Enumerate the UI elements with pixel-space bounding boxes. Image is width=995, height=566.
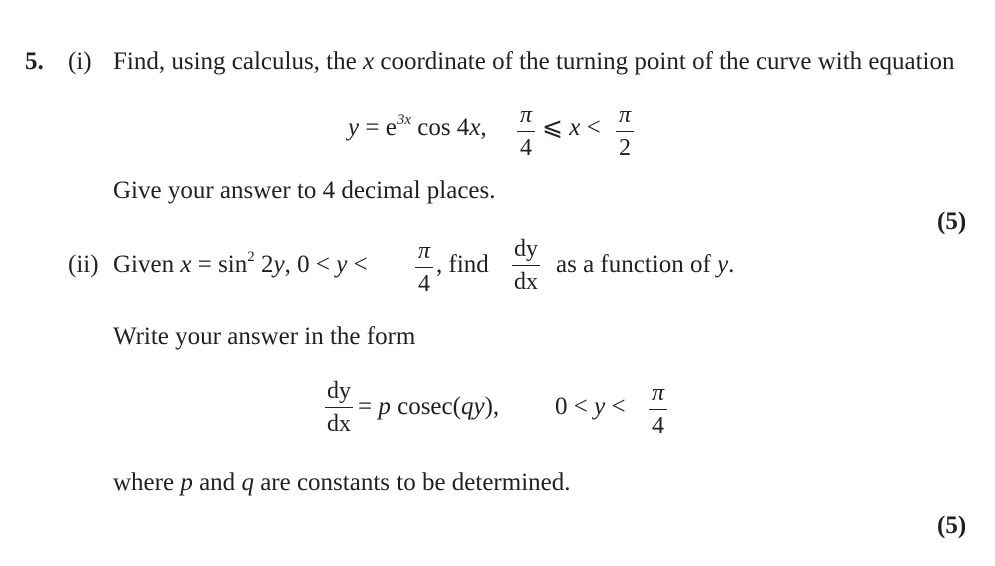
part-i-instruction: Give your answer to 4 decimal places.	[113, 177, 496, 204]
form-range: 0 < y <	[555, 393, 626, 420]
fraction-pi-over-4-ii: π 4	[415, 238, 433, 297]
fraction-pi-over-4: π 4	[517, 102, 535, 161]
part-ii-given: Given $x = \sin^2 2y$, 0 < y <	[113, 249, 368, 278]
fraction-pi-over-4-form: π 4	[649, 380, 667, 439]
range-inequality: ⩽ x <	[542, 114, 601, 141]
fraction-dy-dx-form: dy dx	[327, 378, 351, 437]
form-equation: = p cosec(qy),	[358, 393, 500, 420]
part-ii-marks: (5)	[937, 512, 967, 539]
as-function-text: as a function of y.	[556, 251, 735, 278]
find-text: , find	[436, 251, 489, 278]
part-i-label: (i)	[68, 48, 92, 75]
part-i-marks: (5)	[937, 208, 967, 235]
part-i-equation: $y = e^{3x}$ cos 4x,	[348, 112, 487, 141]
fraction-pi-over-2: π 2	[616, 102, 634, 161]
fraction-dy-dx: dy dx	[514, 236, 538, 295]
part-ii-label: (ii)	[68, 251, 99, 278]
write-form-text: Write your answer in the form	[113, 323, 416, 350]
part-i-text: Find, using calculus, the x coordinate of the turning point of the curve with equation	[113, 48, 955, 75]
question-number: 5.	[25, 48, 44, 75]
where-text: where p and q are constants to be determined.	[113, 469, 571, 496]
